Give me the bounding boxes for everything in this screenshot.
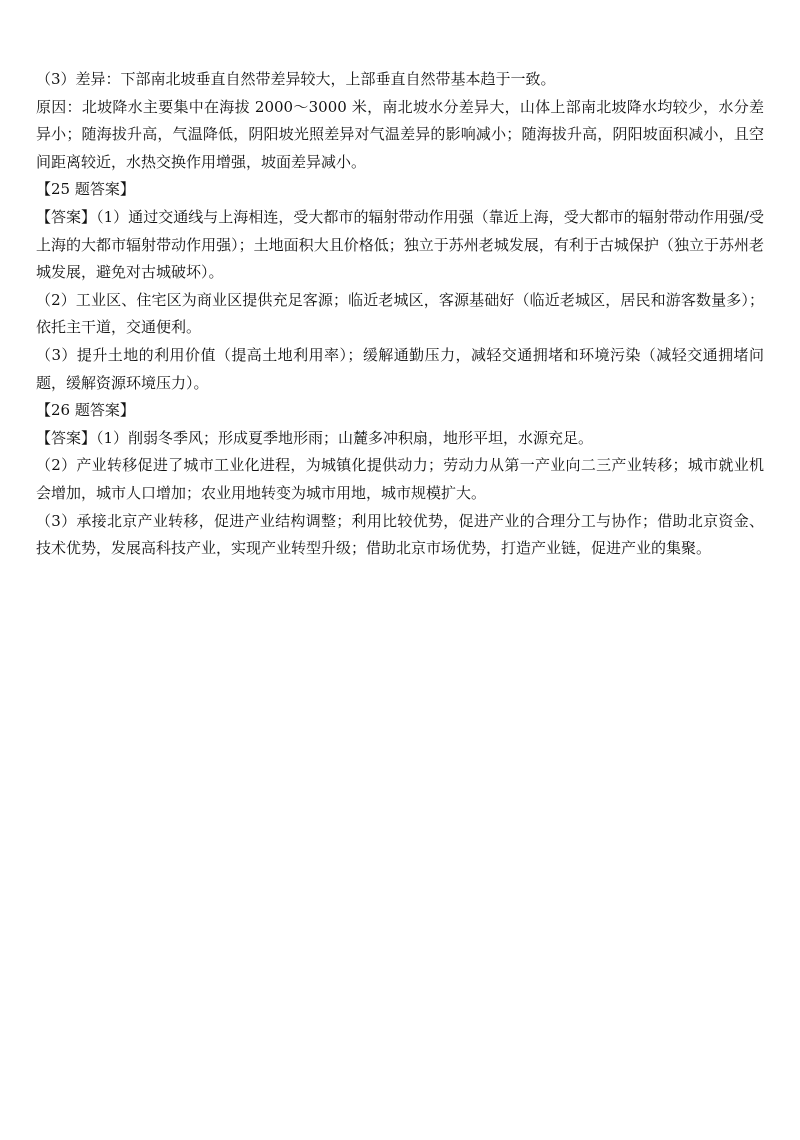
q26-item3: （3）承接北京产业转移，促进产业结构调整；利用比较优势，促进产业的合理分工与协作；借助北京资金、技术优势，发展高科技产业，实现产业转型升级；借助北京市场优势，打造产业链，促进产业的集聚。 xyxy=(36,511,764,558)
q26-item2: （2）产业转移促进了城市工业化进程，为城镇化提供动力；劳动力从第一产业向二三产业转移；城市就业机会增加，城市人口增加；农业用地转变为城市用地，城市规模扩大。 xyxy=(36,456,764,502)
q24-item3-reason: 原因：北坡降水主要集中在海拔 2000～3000 米，南北坡水分差异大，山体上部南北坡降水均较少，水分差异小；随海拔升高，气温降低，阴阳坡光照差异对气温差异的影响减小；随海拔升高，阴阳坡面积减小，且空间距离较近，水热交换作用增强，坡面差异减小。 xyxy=(36,97,764,171)
q25-item3: （3）提升土地的利用价值（提高土地利用率）；缓解通勤压力，减轻交通拥堵和环境污染（减轻交通拥堵问题，缓解资源环境压力）。 xyxy=(36,345,764,392)
q24-item3-difference: （3）差异：下部南北坡垂直自然带差异较大，上部垂直自然带基本趋于一致。 xyxy=(36,70,556,88)
q25-heading: 【25 题答案】 xyxy=(36,180,135,199)
q26-item1: 【答案】（1）削弱冬季风；形成夏季地形雨；山麓多冲积扇，地形平坦，水源充足。 xyxy=(36,428,594,447)
q26-heading: 【26 题答案】 xyxy=(36,401,135,420)
q25-item2: （2）工业区、住宅区为商业区提供充足客源；临近老城区，客源基础好（临近老城区，居民和游客数量多）；依托主干道，交通便利。 xyxy=(36,290,764,337)
document-page xyxy=(36,66,764,563)
q25-item1: 【答案】（1）通过交通线与上海相连，受大都市的辐射带动作用强（靠近上海，受大都市的辐射带动作用强/受上海的大都市辐射带动作用强）；土地面积大且价格低；独立于苏州老城发展，有利于古城保护（独立于苏州老城发展，避免对古城破坏）。 xyxy=(36,207,764,282)
